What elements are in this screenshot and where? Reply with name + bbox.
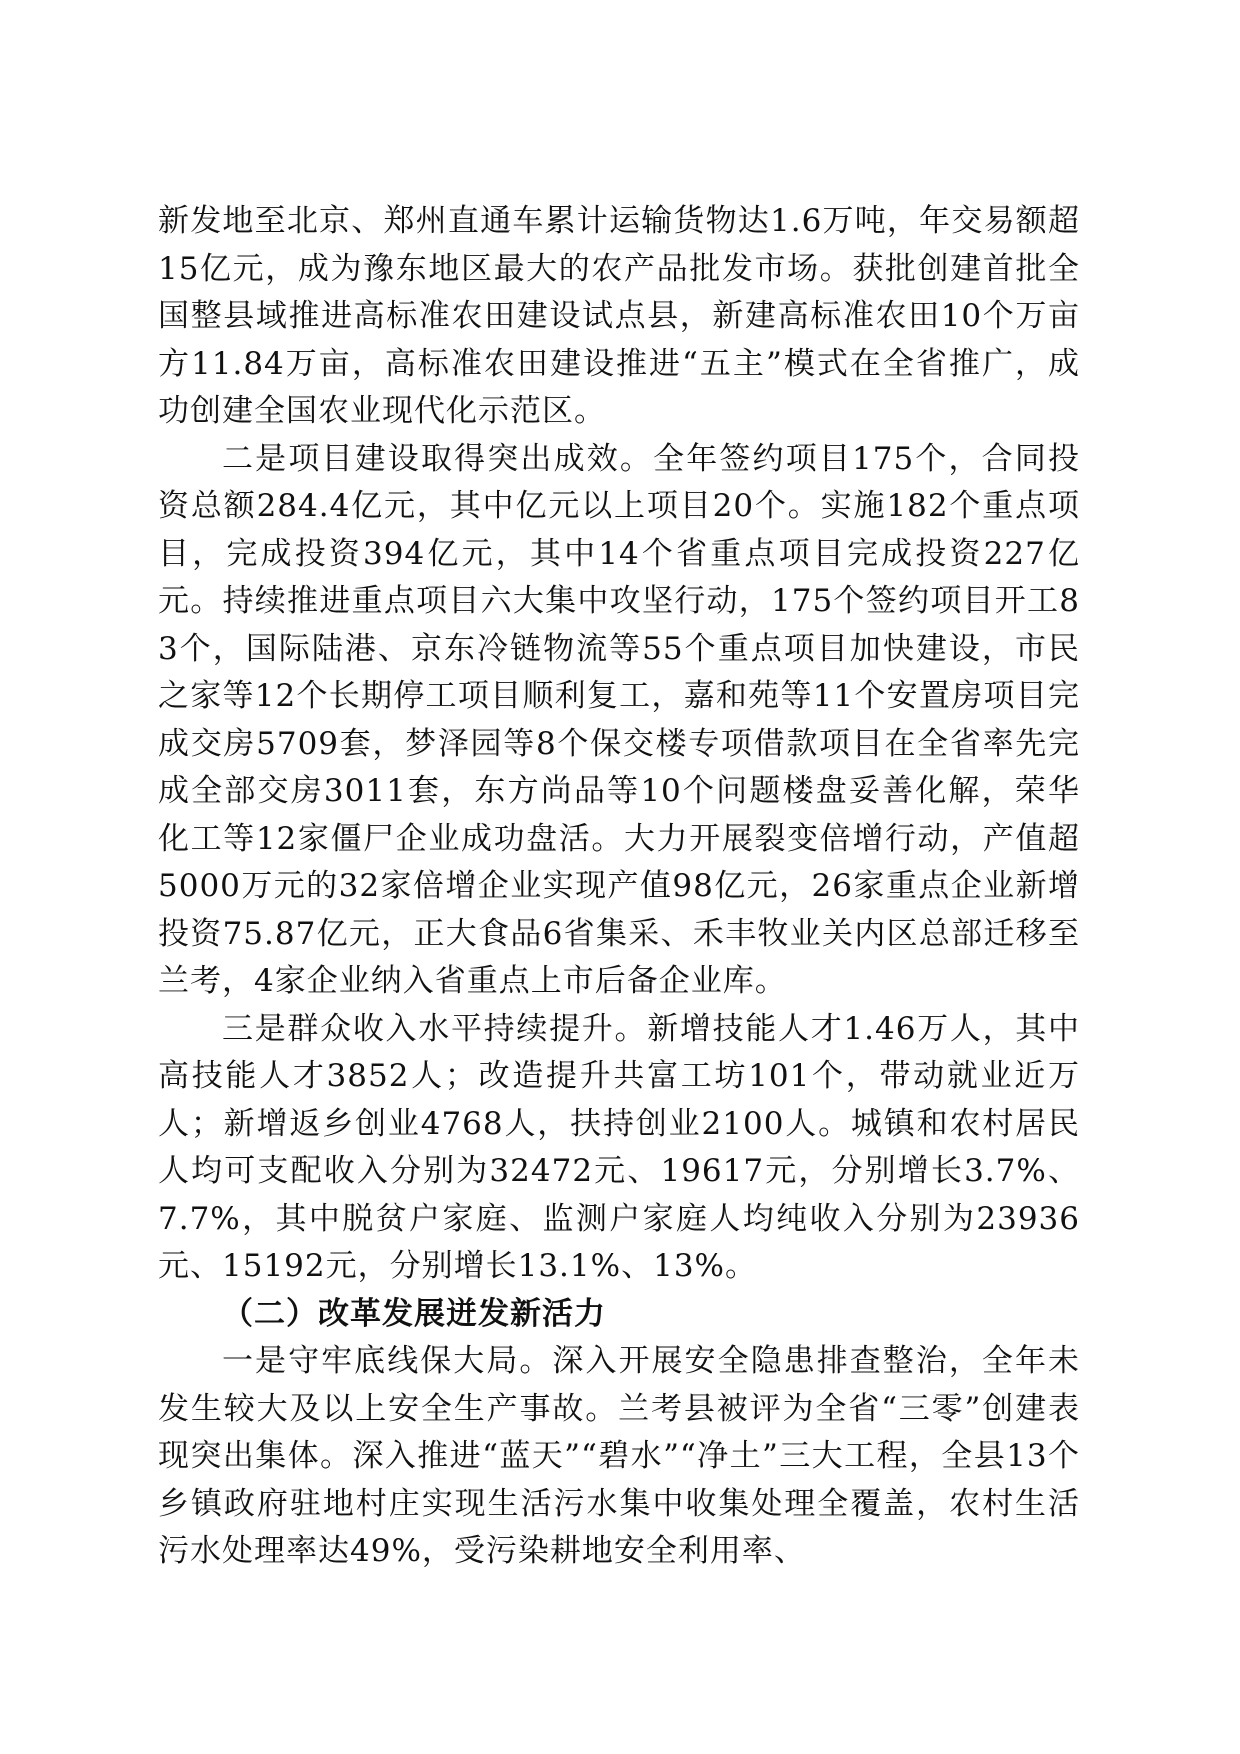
document-body (158, 198, 1080, 1576)
paragraph-income-growth: 三是群众收入水平持续提升。新增技能人才1.46万人，其中高技能人才3852人；改造提升共富工坊101个，带动就业近万人；新增返乡创业4768人，扶持创业2100人。城镇和农村居民人均可支配收入分别为32472元、19617元，分别增长3.7%、7.7%，其中脱贫户家庭、监测户家庭人均纯收入分别为23936元、15192元，分别增长13.1%、13%。 (158, 1010, 1080, 1284)
paragraph-continuation: 新发地至北京、郑州直通车累计运输货物达1.6万吨，年交易额超15亿元，成为豫东地区最大的农产品批发市场。获批创建首批全国整县域推进高标准农田建设试点县，新建高标准农田10个万亩方11.84万亩，高标准农田建设推进“五主”模式在全省推广，成功创建全国农业现代化示范区。 (158, 203, 1080, 429)
paragraph-project-construction: 二是项目建设取得突出成效。全年签约项目175个，合同投资总额284.4亿元，其中亿元以上项目20个。实施182个重点项目，完成投资394亿元，其中14个省重点项目完成投资227亿元。持续推进重点项目六大集中攻坚行动，175个签约项目开工83个，国际陆港、京东冷链物流等55个重点项目加快建设，市民之家等12个长期停工项目顺利复工，嘉和苑等11个安置房项目完成交房5709套，梦泽园等8个保交楼专项借款项目在全省率先完成全部交房3011套，东方尚品等10个问题楼盘妥善化解，荣华化工等12家僵尸企业成功盘活。大力开展裂变倍增行动，产值超5000万元的32家倍增企业实现产值98亿元，26家重点企业新增投资75.87亿元，正大食品6省集采、禾丰牧业关内区总部迁移至兰考，4家企业纳入省重点上市后备企业库。 (158, 440, 1080, 999)
paragraph-safety-bottom-line: 一是守牢底线保大局。深入开展安全隐患排查整治，全年未发生较大及以上安全生产事故。兰考县被评为全省“三零”创建表现突出集体。深入推进“蓝天”“碧水”“净土”三大工程，全县13个乡镇政府驻地村庄实现生活污水集中收集处理全覆盖，农村生活污水处理率达49%，受污染耕地安全利用率、 (158, 1343, 1080, 1569)
section-heading: （二）改革发展迸发新活力 (222, 1295, 606, 1332)
